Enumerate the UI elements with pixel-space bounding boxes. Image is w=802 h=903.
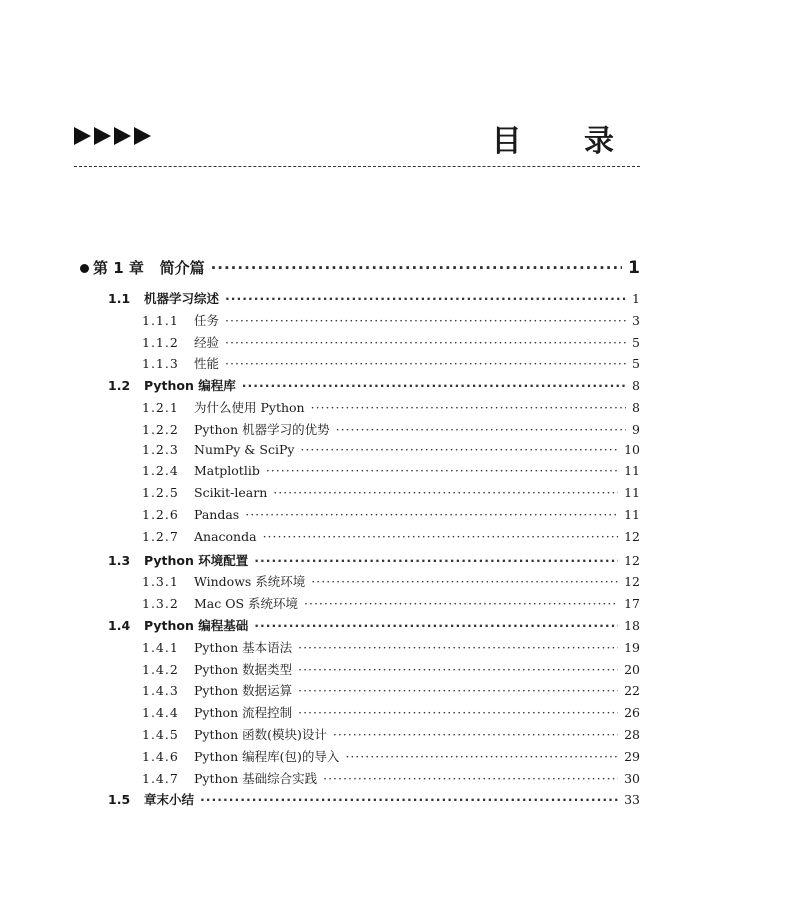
toc-subsection[interactable]	[142, 485, 640, 505]
entry-title: Python 函数(模块)设计	[194, 727, 327, 742]
toc-section[interactable]	[108, 790, 640, 810]
entry-page: 30	[624, 770, 640, 786]
leader-dots	[273, 485, 618, 500]
entry-page: 19	[624, 639, 640, 655]
entry-number: 1.2.7	[142, 528, 179, 544]
leader-dots	[263, 529, 619, 544]
leader-dots	[200, 792, 618, 807]
leader-dots	[254, 618, 618, 633]
entry-number: 1.1.3	[142, 356, 179, 372]
entry-page: 12	[624, 552, 640, 568]
toc-section[interactable]	[108, 616, 640, 636]
toc-subsection[interactable]	[142, 638, 640, 658]
leader-dots	[311, 574, 618, 589]
entry-page: 10	[624, 441, 640, 457]
entry-page: 9	[632, 421, 640, 437]
entry-page: 28	[624, 727, 640, 742]
entry-title: Python 数据类型	[194, 661, 293, 677]
entry-title: Python 编程基础	[144, 618, 249, 633]
arrow-icon	[74, 127, 91, 145]
leader-dots	[298, 705, 618, 720]
entry-title: Python 环境配置	[144, 552, 249, 568]
entry-number: 1.2.6	[142, 507, 179, 522]
toc-chapter[interactable]	[80, 257, 640, 277]
entry-title: 经验	[194, 334, 220, 350]
toc-subsection[interactable]	[142, 354, 640, 374]
toc-subsection[interactable]	[142, 333, 640, 353]
entry-page: 17	[624, 596, 640, 612]
header-divider	[74, 166, 640, 167]
entry-page: 8	[632, 378, 640, 394]
entry-title: Python 编程库	[144, 378, 236, 394]
chapter-page: 1	[628, 258, 640, 278]
entry-title: 为什么使用 Python	[194, 400, 305, 415]
entry-page: 1	[632, 291, 640, 306]
header-arrows	[74, 127, 151, 145]
entry-number: 1.4.4	[142, 705, 179, 721]
chapter-label: 第 1 章 简介篇	[93, 259, 205, 277]
toc-subsection[interactable]	[142, 420, 640, 440]
entry-number: 1.1.2	[142, 334, 179, 350]
entry-number: 1.4.5	[142, 727, 179, 742]
entry-page: 29	[624, 748, 640, 764]
entry-title: Matplotlib	[194, 463, 260, 479]
arrow-icon	[94, 127, 111, 145]
entry-title: NumPy & SciPy	[194, 441, 295, 457]
entry-number: 1.3	[108, 552, 131, 568]
entry-number: 1.2.2	[142, 421, 179, 437]
entry-number: 1.4.1	[142, 639, 179, 655]
entry-title: Python 基本语法	[194, 639, 293, 655]
leader-dots	[345, 749, 618, 764]
toc-subsection[interactable]	[142, 529, 640, 549]
toc-subsection[interactable]	[142, 681, 640, 701]
entry-title: Mac OS 系统环境	[194, 596, 299, 612]
toc-subsection[interactable]	[142, 594, 640, 614]
entry-page: 22	[624, 683, 640, 699]
entry-page: 11	[624, 463, 640, 479]
entry-page: 5	[632, 334, 640, 350]
arrow-icon	[134, 127, 151, 145]
toc-subsection[interactable]	[142, 725, 640, 745]
entry-number: 1.2.3	[142, 441, 179, 457]
toc-subsection[interactable]	[142, 572, 640, 592]
entry-title: Python 流程控制	[194, 705, 293, 721]
entry-number: 1.5	[108, 792, 131, 808]
entry-title: Windows 系统环境	[194, 574, 306, 590]
entry-number: 1.1.1	[142, 312, 179, 328]
arrow-icon	[114, 127, 131, 145]
leader-dots	[304, 596, 618, 611]
entry-page: 5	[632, 356, 640, 372]
entry-title: 任务	[194, 312, 220, 328]
entry-number: 1.2	[108, 378, 131, 394]
entry-title: Python 基础综合实践	[194, 770, 318, 786]
leader-dots	[298, 662, 618, 677]
entry-title: 性能	[194, 356, 220, 372]
entry-number: 1.2.1	[142, 400, 179, 415]
toc-section[interactable]	[108, 551, 640, 571]
entry-title: Python 数据运算	[194, 683, 293, 699]
entry-number: 1.3.1	[142, 574, 179, 590]
leader-dots	[300, 442, 618, 457]
entry-number: 1.4.6	[142, 748, 179, 764]
toc-subsection[interactable]	[142, 311, 640, 331]
leader-dots	[225, 313, 626, 328]
entry-title: Anaconda	[194, 528, 257, 544]
toc-subsection[interactable]	[142, 747, 640, 767]
leader-dots	[311, 400, 626, 415]
toc-subsection[interactable]	[142, 660, 640, 680]
toc-subsection[interactable]	[142, 398, 640, 418]
entry-number: 1.3.2	[142, 596, 179, 612]
entry-page: 20	[624, 661, 640, 677]
entry-number: 1.2.5	[142, 485, 179, 501]
entry-number: 1.4.3	[142, 683, 179, 699]
toc-subsection[interactable]	[142, 703, 640, 723]
entry-page: 26	[624, 705, 640, 721]
entry-title: 机器学习综述	[144, 291, 220, 306]
entry-page: 18	[624, 618, 640, 633]
entry-number: 1.4.2	[142, 661, 179, 677]
leader-dots	[298, 640, 618, 655]
entry-title: Python 编程库(包)的导入	[194, 748, 340, 764]
toc-subsection[interactable]	[142, 442, 640, 462]
leader-dots	[242, 378, 626, 393]
toc-subsection[interactable]	[142, 463, 640, 483]
toc-subsection[interactable]	[142, 507, 640, 527]
entry-title: 章末小结	[144, 792, 195, 808]
leader-dots	[245, 507, 618, 522]
toc-section[interactable]	[108, 289, 640, 309]
entry-number: 1.2.4	[142, 463, 179, 479]
leader-dots	[225, 335, 626, 350]
leader-dots	[211, 259, 623, 277]
leader-dots	[225, 356, 626, 371]
entry-page: 8	[632, 400, 640, 415]
entry-page: 3	[632, 312, 640, 328]
leader-dots	[254, 553, 618, 568]
entry-number: 1.1	[108, 291, 131, 306]
entry-page: 33	[624, 792, 640, 808]
entry-number: 1.4	[108, 618, 131, 633]
entry-title: Python 机器学习的优势	[194, 421, 330, 437]
entry-page: 12	[624, 528, 640, 544]
toc-subsection[interactable]	[142, 769, 640, 789]
entry-title: Scikit-learn	[194, 485, 268, 501]
entry-page: 12	[624, 574, 640, 590]
entry-page: 11	[624, 507, 640, 522]
leader-dots	[333, 727, 618, 742]
leader-dots	[225, 291, 626, 306]
entry-page: 11	[624, 485, 640, 501]
toc-section[interactable]	[108, 376, 640, 396]
entry-title: Pandas	[194, 507, 240, 522]
leader-dots	[336, 422, 626, 437]
leader-dots	[323, 771, 618, 786]
entry-number: 1.4.7	[142, 770, 179, 786]
leader-dots	[298, 683, 618, 698]
page-title: 目 录	[491, 124, 640, 159]
leader-dots	[266, 463, 618, 478]
bullet-icon	[80, 264, 89, 273]
